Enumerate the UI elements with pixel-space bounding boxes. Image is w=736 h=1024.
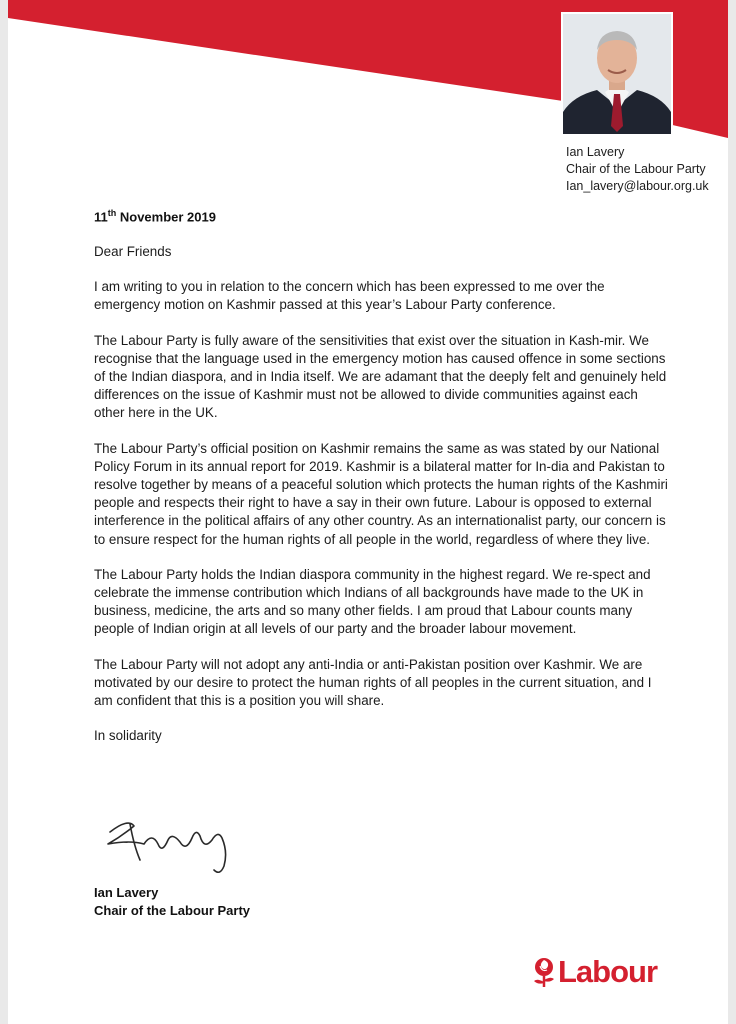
letter-date [94,208,216,224]
paragraph: The Labour Party is fully aware of the sensitivities that exist over the situation in Kash-mir. We recognise that the language used in the emergency motion has caused offence in some sections of the Indian diaspora, and in India itself. We are adamant that the deeply felt and genuinely held differences on the issue of Kashmir must not be allowed to divide communities against each other here in the UK. [94,332,667,421]
signoff-role: Chair of the Labour Party [94,903,251,918]
sender-email: Ian_lavery@labour.org.uk [566,179,709,193]
paragraph: I am writing to you in relation to the concern which has been expressed to me over the emergency motion on Kashmir passed at this year’s Labour Party conference. [94,279,605,313]
signoff-block [94,884,250,920]
signoff-name: Ian Lavery [94,885,159,900]
logo-text: Labour [558,954,658,989]
signature [100,810,250,880]
sender-photo [561,12,673,136]
closing: In solidarity [94,728,162,744]
salutation: Dear Friends [94,244,172,259]
letter-page [8,0,728,1024]
paragraph: The Labour Party will not adopt any anti-India or anti-Pakistan position over Kashmir. We are motivated by our desire to protect the human rights of all peoples in the current situation, and I am confident that this is a position you will share. [94,656,652,709]
paragraph: The Labour Party’s official position on Kashmir remains the same as was stated by our National Policy Forum in its annual report for 2019. Kashmir is a bilateral matter for In-dia and Pakistan to resolve together by means of a peaceful solution which protects the human rights of the Kashmiri people and respects their right to have a say in their own future. Labour is opposed to external interference in the political affairs of any other country. As an internationalist party, our concern is to ensure respect for the human rights of all people in the world, regardless of where they live. [94,440,668,547]
date-rest: November 2019 [116,209,216,225]
labour-logo [530,954,657,990]
rose-icon [530,956,558,988]
date-suffix: th [107,208,117,218]
letter-body [94,243,669,762]
sender-block [566,144,709,195]
sender-role: Chair of the Labour Party [566,162,706,176]
sender-name: Ian Lavery [566,145,625,159]
paragraph: The Labour Party holds the Indian diaspora community in the highest regard. We re-spect and celebrate the immense contribution which Indians of all backgrounds have made to the UK in business, medicine, the arts and so many other fields. I am proud that Labour counts many people of Indian origin at all levels of our party and the broader labour movement. [94,566,651,637]
date-day: 11 [94,209,108,225]
